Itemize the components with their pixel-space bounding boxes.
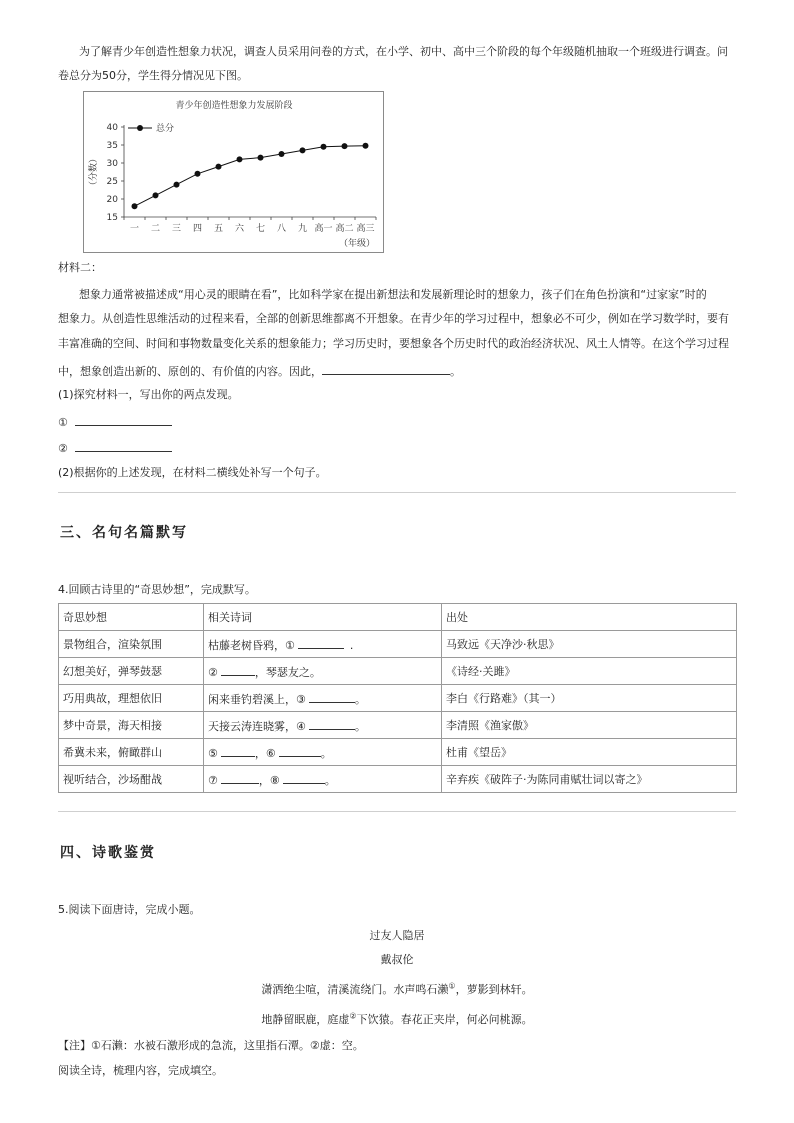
data-point <box>174 182 180 188</box>
question-1: (1)探究材料一，写出你的两点发现。 <box>58 388 239 401</box>
table-row <box>59 631 737 658</box>
row-poem <box>204 766 442 793</box>
x-tick-label: 八 <box>276 224 287 234</box>
answer-1-blank[interactable] <box>75 413 172 426</box>
x-tick-label: 七 <box>255 224 266 234</box>
row-source: 马致远《天净沙·秋思》 <box>442 631 737 658</box>
row-source: 辛弃疾《破阵子·为陈同甫赋壮词以寄之》 <box>442 766 737 793</box>
data-point <box>195 171 201 177</box>
data-point <box>237 156 243 162</box>
poem-text-end: 。 <box>320 746 332 760</box>
data-point <box>258 155 264 161</box>
fill-blank[interactable] <box>298 636 344 649</box>
fill-blank[interactable] <box>221 663 255 676</box>
poem-text: ⑦ <box>208 773 218 787</box>
row-theme: 巧用典故，理想依旧 <box>59 685 204 712</box>
header-poem: 相关诗词 <box>204 604 442 631</box>
table-row <box>59 712 737 739</box>
intro-line-1: 为了解青少年创造性想象力状况，调查人员采用问卷的方式，在小学、初中、高中三个阶段的每个年级随机抽取一个班级进行调查。问 <box>79 45 728 58</box>
x-tick-label: 四 <box>192 224 203 234</box>
intro-line-2: 卷总分为50分，学生得分情况见下图。 <box>58 69 248 82</box>
table-row <box>59 766 737 793</box>
chart-frame <box>83 91 384 253</box>
x-tick-label: 高三 <box>356 224 375 234</box>
chart-title: 青少年创造性想象力发展阶段 <box>175 101 293 111</box>
answer-1-marker: ① <box>58 416 68 429</box>
x-tick-label: 九 <box>297 224 308 234</box>
answer-1-row <box>58 413 172 431</box>
table-row <box>59 739 737 766</box>
poem-note: 【注】①石濑：水被石激形成的急流，这里指石潭。②虚：空。 <box>58 1039 364 1052</box>
table-row <box>59 685 737 712</box>
data-point <box>363 143 369 149</box>
row-source: 杜甫《望岳》 <box>442 739 737 766</box>
table-row <box>59 658 737 685</box>
row-poem <box>204 658 442 685</box>
poem-text: ⑤ <box>208 746 218 760</box>
poem-line-2-a: 地静留眠鹿，庭虚 <box>261 1013 350 1026</box>
data-point <box>300 147 306 153</box>
x-tick-label: 五 <box>213 224 224 234</box>
material2-line-4-end: 。 <box>450 365 461 378</box>
x-tick-label: 一 <box>129 224 140 234</box>
material2-line-4-text: 中，想象创造出新的、原创的、有价值的内容。因此， <box>58 365 322 378</box>
legend-label: 总分 <box>156 124 175 134</box>
answer-2-row <box>58 439 172 457</box>
y-tick-label: 40 <box>106 123 118 133</box>
data-point <box>216 164 222 170</box>
x-tick-label: 六 <box>234 224 245 234</box>
material2-line-2: 想象力。从创造性思维活动的过程来看，全部的创新思维都离不开想象。在青少年的学习过程中，想象必不可少，例如在学习数学时，要有 <box>58 312 729 325</box>
footnote-2-marker: ② <box>349 1011 357 1021</box>
table-header-row <box>59 604 737 631</box>
row-theme: 希冀未来，俯瞰群山 <box>59 739 204 766</box>
poem-text-end: 。 <box>354 719 366 733</box>
section-4-prompt: 5.阅读下面唐诗，完成小题。 <box>58 903 201 916</box>
divider <box>58 811 736 812</box>
x-tick-label: 高二 <box>335 224 354 234</box>
row-theme: 视听结合，沙场酣战 <box>59 766 204 793</box>
material2-line-1: 想象力通常被描述成“用心灵的眼睛在看”，比如科学家在提出新想法和发展新理论时的想象力，孩子们在角色扮演和“过家家”时的 <box>79 288 707 301</box>
row-theme: 梦中奇景，海天相接 <box>59 712 204 739</box>
line-chart <box>84 92 383 252</box>
header-source: 出处 <box>442 604 737 631</box>
section-4-instruction: 阅读全诗，梳理内容，完成填空。 <box>58 1064 223 1077</box>
poem-text: ② <box>208 665 218 679</box>
row-source: 李清照《渔家傲》 <box>442 712 737 739</box>
section-3-prompt: 4.回顾古诗里的“奇思妙想”，完成默写。 <box>58 583 256 596</box>
poem-text-end: ，琴瑟友之。 <box>254 665 321 679</box>
poem-text: 枯藤老树昏鸦，① <box>208 638 295 652</box>
row-poem <box>204 685 442 712</box>
material2-line-3: 丰富准确的空间、时间和事物数量变化关系的想象能力；学习历史时，要想象各个历史时代的政治经济状况、风土人情等。在这个学习过程 <box>58 337 729 350</box>
poem-title: 过友人隐居 <box>369 929 425 942</box>
fill-blank[interactable] <box>279 744 321 757</box>
data-point <box>132 203 138 209</box>
question-2: (2)根据你的上述发现，在材料二横线处补写一个句子。 <box>58 466 327 479</box>
header-theme: 奇思妙想 <box>59 604 204 631</box>
row-poem <box>204 712 442 739</box>
data-point <box>279 151 285 157</box>
x-tick-label: 三 <box>171 224 182 234</box>
y-tick-label: 20 <box>106 195 118 205</box>
section-3-title: 三、名句名篇默写 <box>60 525 188 541</box>
poem-line-1 <box>0 982 794 998</box>
poem-line-1-a: 潇洒绝尘喧，清溪流绕门。水声鸣石濑 <box>261 983 449 996</box>
poem-text-mid: ，⑥ <box>254 746 276 760</box>
x-tick-label: 二 <box>150 224 161 234</box>
material2-label: 材料二： <box>58 261 102 274</box>
poem-author: 戴叔伦 <box>380 953 414 966</box>
y-tick-label: 35 <box>106 141 118 151</box>
fill-blank[interactable] <box>309 690 355 703</box>
x-axis-label: （年级） <box>338 239 375 249</box>
material2-line-4 <box>58 362 461 380</box>
row-poem <box>204 739 442 766</box>
fill-blank[interactable] <box>221 744 255 757</box>
legend-marker <box>137 125 143 131</box>
poem-text: 闲来垂钓碧溪上，③ <box>208 692 306 706</box>
answer-2-blank[interactable] <box>75 439 172 452</box>
y-tick-label: 25 <box>106 177 118 187</box>
row-source: 《诗经·关雎》 <box>442 658 737 685</box>
row-poem <box>204 631 442 658</box>
fill-blank[interactable] <box>283 771 325 784</box>
poem-text: 天接云涛连晓雾，④ <box>208 719 306 733</box>
poem-table <box>58 603 737 793</box>
answer-2-marker: ② <box>58 442 68 455</box>
y-tick-label: 30 <box>106 159 118 169</box>
fill-blank[interactable] <box>309 717 355 730</box>
data-point <box>342 143 348 149</box>
poem-text-end: 。 <box>354 692 366 706</box>
data-point <box>321 144 327 150</box>
poem-line-2-b: 下饮猿。春花正夹岸，何必问桃源。 <box>356 1013 533 1026</box>
footnote-1-marker: ① <box>448 981 456 991</box>
row-theme: 景物组合，渲染氛围 <box>59 631 204 658</box>
poem-text-end: 。 <box>324 773 336 787</box>
row-theme: 幻想美好，弹琴鼓瑟 <box>59 658 204 685</box>
poem-line-2 <box>0 1012 794 1028</box>
section-4-title: 四、诗歌鉴赏 <box>60 845 156 861</box>
data-point <box>153 192 159 198</box>
poem-text-end: . <box>349 638 354 652</box>
material2-answer-blank[interactable] <box>322 362 450 375</box>
fill-blank[interactable] <box>221 771 259 784</box>
divider <box>58 492 736 493</box>
x-tick-label: 高一 <box>314 224 333 234</box>
row-source: 李白《行路难》（其一） <box>442 685 737 712</box>
series-line-total <box>135 146 366 206</box>
poem-text-mid: ，⑧ <box>258 773 280 787</box>
y-tick-label: 15 <box>106 213 118 223</box>
poem-line-1-b: ，萝影到林轩。 <box>455 983 533 996</box>
y-axis-label: （分数） <box>89 153 99 191</box>
